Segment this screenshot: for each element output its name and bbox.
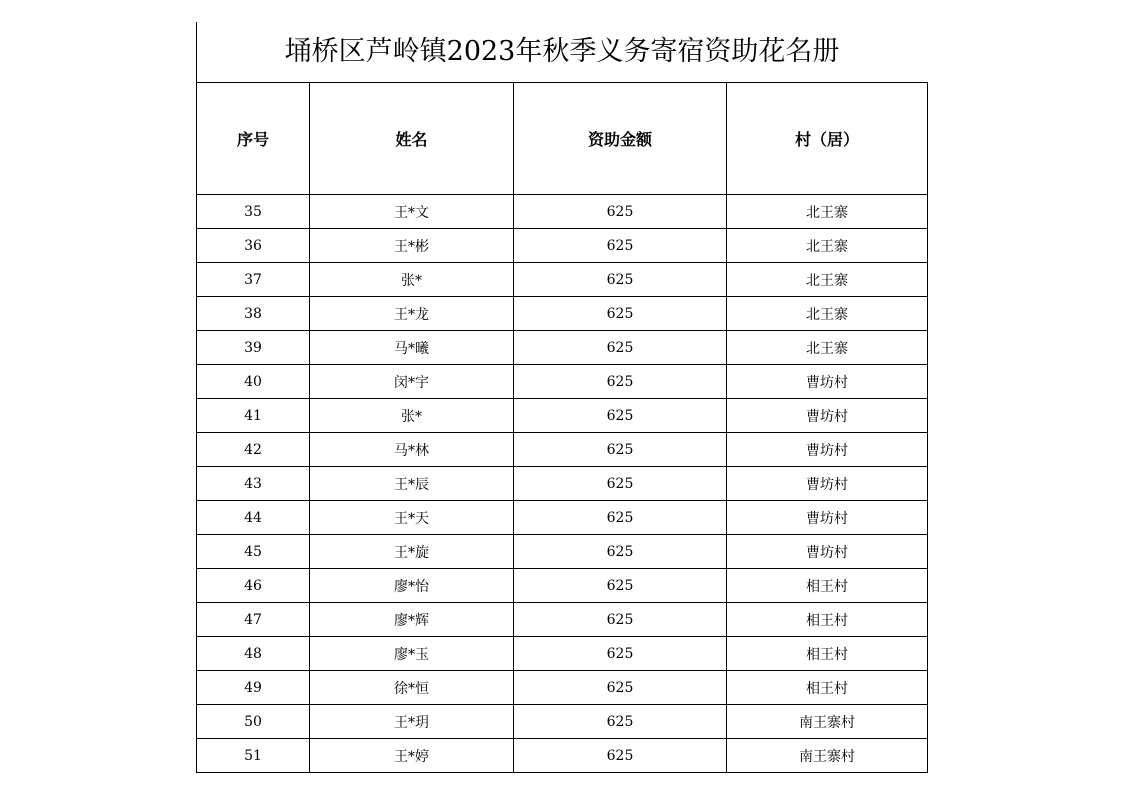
cell-village: 曹坊村 (727, 467, 928, 501)
cell-amount: 625 (514, 433, 727, 467)
table-row (197, 535, 928, 569)
cell-village: 南王寨村 (727, 705, 928, 739)
header-name: 姓名 (310, 83, 514, 195)
cell-amount: 625 (514, 467, 727, 501)
table-row (197, 501, 928, 535)
cell-village: 相王村 (727, 671, 928, 705)
cell-amount: 625 (514, 297, 727, 331)
cell-name: 王*龙 (310, 297, 514, 331)
cell-name: 廖*怡 (310, 569, 514, 603)
cell-name: 王*文 (310, 195, 514, 229)
cell-amount: 625 (514, 195, 727, 229)
cell-name: 廖*玉 (310, 637, 514, 671)
cell-village: 北王寨 (727, 229, 928, 263)
cell-index: 51 (197, 739, 310, 773)
cell-index: 41 (197, 399, 310, 433)
cell-name: 马*林 (310, 433, 514, 467)
table-row (197, 331, 928, 365)
table-row (197, 603, 928, 637)
cell-village: 北王寨 (727, 263, 928, 297)
table-row (197, 569, 928, 603)
cell-index: 36 (197, 229, 310, 263)
cell-index: 45 (197, 535, 310, 569)
table-row (197, 365, 928, 399)
cell-index: 39 (197, 331, 310, 365)
cell-village: 南王寨村 (727, 739, 928, 773)
cell-name: 闵*宇 (310, 365, 514, 399)
cell-index: 46 (197, 569, 310, 603)
table-row (197, 229, 928, 263)
cell-name: 徐*恒 (310, 671, 514, 705)
cell-index: 50 (197, 705, 310, 739)
roster-table (196, 82, 928, 773)
cell-amount: 625 (514, 739, 727, 773)
cell-name: 马*曦 (310, 331, 514, 365)
table-row (197, 433, 928, 467)
cell-amount: 625 (514, 603, 727, 637)
cell-amount: 625 (514, 365, 727, 399)
cell-amount: 625 (514, 705, 727, 739)
cell-index: 42 (197, 433, 310, 467)
cell-amount: 625 (514, 263, 727, 297)
cell-index: 47 (197, 603, 310, 637)
header-index: 序号 (197, 83, 310, 195)
cell-name: 王*旋 (310, 535, 514, 569)
cell-amount: 625 (514, 501, 727, 535)
cell-amount: 625 (514, 535, 727, 569)
header-village: 村（居） (727, 83, 928, 195)
cell-amount: 625 (514, 399, 727, 433)
cell-village: 曹坊村 (727, 501, 928, 535)
cell-village: 曹坊村 (727, 433, 928, 467)
table-row (197, 739, 928, 773)
cell-amount: 625 (514, 331, 727, 365)
cell-name: 王*婷 (310, 739, 514, 773)
cell-village: 曹坊村 (727, 535, 928, 569)
cell-index: 37 (197, 263, 310, 297)
cell-name: 王*玥 (310, 705, 514, 739)
cell-village: 曹坊村 (727, 399, 928, 433)
table-row (197, 399, 928, 433)
table-row (197, 297, 928, 331)
cell-name: 王*天 (310, 501, 514, 535)
table-row (197, 671, 928, 705)
cell-amount: 625 (514, 637, 727, 671)
cell-name: 王*辰 (310, 467, 514, 501)
table-row (197, 467, 928, 501)
cell-index: 43 (197, 467, 310, 501)
cell-index: 48 (197, 637, 310, 671)
document-title: 埇桥区芦岭镇2023年秋季义务寄宿资助花名册 (284, 36, 840, 67)
cell-index: 49 (197, 671, 310, 705)
cell-village: 曹坊村 (727, 365, 928, 399)
cell-amount: 625 (514, 671, 727, 705)
table-row (197, 705, 928, 739)
cell-index: 38 (197, 297, 310, 331)
table-row (197, 637, 928, 671)
cell-name: 王*彬 (310, 229, 514, 263)
cell-village: 相王村 (727, 603, 928, 637)
cell-name: 张* (310, 263, 514, 297)
cell-index: 35 (197, 195, 310, 229)
cell-village: 北王寨 (727, 195, 928, 229)
table-header-row (197, 83, 928, 195)
table-body (197, 195, 928, 773)
cell-name: 张* (310, 399, 514, 433)
header-amount: 资助金额 (514, 83, 727, 195)
table-row (197, 263, 928, 297)
cell-village: 相王村 (727, 637, 928, 671)
table-row (197, 195, 928, 229)
cell-village: 北王寨 (727, 297, 928, 331)
cell-amount: 625 (514, 229, 727, 263)
cell-index: 40 (197, 365, 310, 399)
cell-village: 北王寨 (727, 331, 928, 365)
cell-amount: 625 (514, 569, 727, 603)
cell-index: 44 (197, 501, 310, 535)
cell-name: 廖*辉 (310, 603, 514, 637)
cell-village: 相王村 (727, 569, 928, 603)
